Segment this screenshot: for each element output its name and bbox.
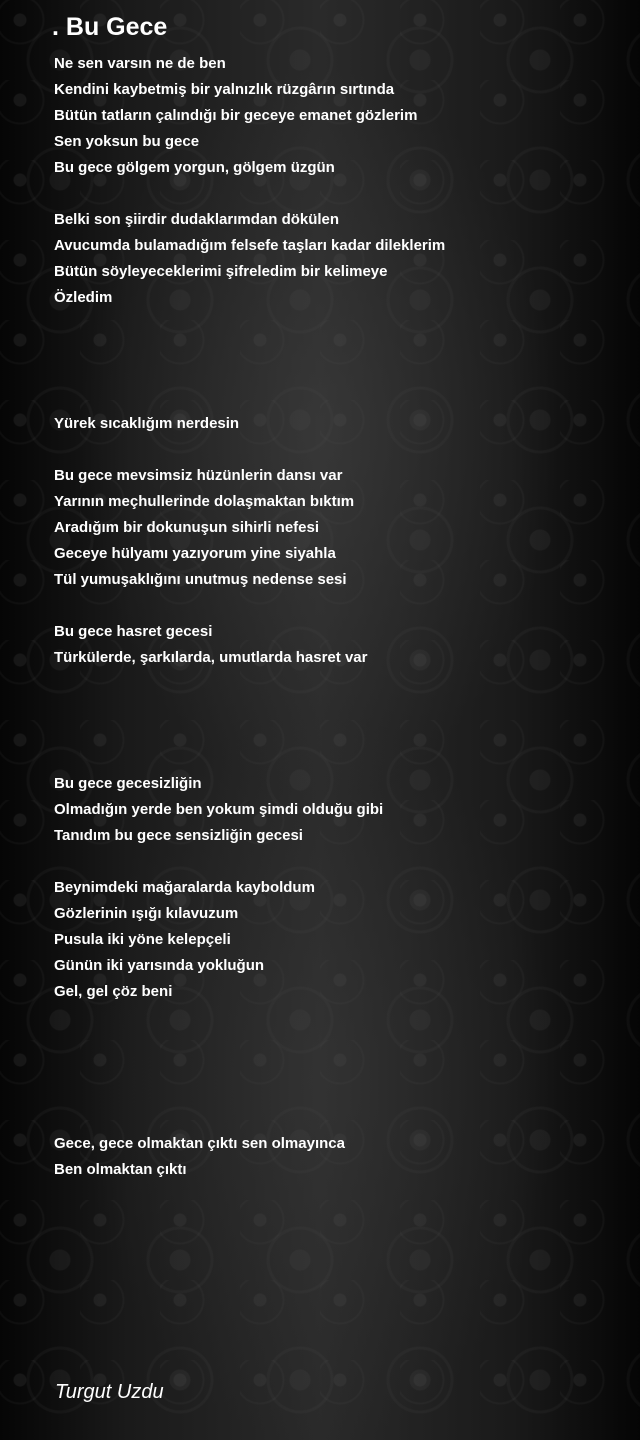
poem-line: Sen yoksun bu gece [54, 133, 200, 150]
poem-line: Günün iki yarısında yokluğun [54, 957, 265, 974]
poem-line: Avucumda bulamadığım felsefe taşları kadar dileklerim [54, 237, 446, 254]
poem-line: Ben olmaktan çıktı [54, 1161, 187, 1178]
poem-line: Tül yumuşaklığını unutmuş nedense sesi [54, 571, 347, 588]
poem-line: Gözlerinin ışığı kılavuzum [54, 905, 239, 922]
poem-line: Özledim [54, 289, 113, 306]
poem-line: Gel, gel çöz beni [54, 983, 173, 1000]
poem-line: Beynimdeki mağaralarda kayboldum [54, 879, 315, 896]
poem-line: Gece, gece olmaktan çıktı sen olmayınca [54, 1135, 345, 1152]
poem-line: Bu gece hasret gecesi [54, 623, 213, 640]
poem-title: . Bu Gece [52, 13, 168, 41]
poem-line: Yarının meçhullerinde dolaşmaktan bıktım [54, 493, 355, 510]
poem-stanza [54, 207, 445, 311]
poem-stanza [54, 411, 239, 437]
poem-line: Belki son şiirdir dudaklarımdan dökülen [54, 211, 340, 228]
poem-stanza [54, 875, 315, 1005]
poem-stanza [54, 463, 354, 593]
poem-stanza [54, 1131, 345, 1183]
poem-line: Bütün söyleyeceklerimi şifreledim bir kelimeye [54, 263, 388, 280]
poem-stanza [54, 771, 383, 849]
poem-line: Bütün tatların çalındığı bir geceye emanet gözlerim [54, 107, 418, 124]
poem-line: Türkülerde, şarkılarda, umutlarda hasret var [54, 649, 368, 666]
poem-line: Bu gece mevsimsiz hüzünlerin dansı var [54, 467, 343, 484]
poem-line: Tanıdım bu gece sensizliğin gecesi [54, 827, 303, 844]
poem-line: Kendini kaybetmiş bir yalnızlık rüzgârın sırtında [54, 81, 395, 98]
poem-line: Yürek sıcaklığım nerdesin [54, 415, 240, 432]
poem-author: Turgut Uzdu [55, 1381, 164, 1403]
poem-line: Geceye hülyamı yazıyorum yine siyahla [54, 545, 336, 562]
poem-line: Ne sen varsın ne de ben [54, 55, 226, 72]
poem-stanza [54, 51, 417, 181]
poem-line: Bu gece gecesizliğin [54, 775, 202, 792]
poem-line: Pusula iki yöne kelepçeli [54, 931, 231, 948]
poem-line: Bu gece gölgem yorgun, gölgem üzgün [54, 159, 335, 176]
poem-stanza [54, 619, 367, 671]
poem-line: Aradığım bir dokunuşun sihirli nefesi [54, 519, 320, 536]
poem-line: Olmadığın yerde ben yokum şimdi olduğu gibi [54, 801, 384, 818]
